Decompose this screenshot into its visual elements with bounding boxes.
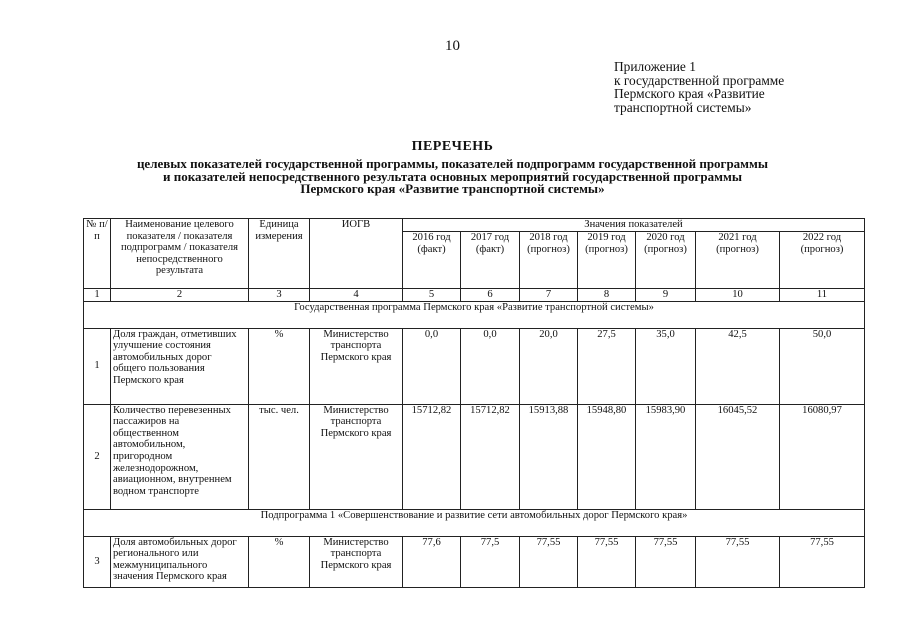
header-year-2016 xyxy=(403,231,461,288)
year-label: 2017 год xyxy=(470,231,510,243)
row-name: Доля автомобильных дорог регионального или межмуниципального значения Пермского края xyxy=(111,536,249,587)
row-value: 20,0 xyxy=(520,328,578,404)
row-value: 15913,88 xyxy=(520,404,578,509)
row-num: 2 xyxy=(84,404,111,509)
column-number: 3 xyxy=(249,288,310,301)
header-num: № п/п xyxy=(84,219,111,289)
row-iogv: Министерство транспорта Пермского края xyxy=(310,404,403,509)
row-value: 15712,82 xyxy=(403,404,461,509)
header-year-2022 xyxy=(780,231,865,288)
row-value: 50,0 xyxy=(780,328,865,404)
row-value: 27,5 xyxy=(578,328,636,404)
header-row xyxy=(84,219,865,232)
row-value: 15712,82 xyxy=(461,404,520,509)
row-num: 1 xyxy=(84,328,111,404)
section-row-program xyxy=(84,301,865,328)
row-value: 77,55 xyxy=(696,536,780,587)
year-label: 2021 год xyxy=(718,231,757,243)
row-value: 15948,80 xyxy=(578,404,636,509)
year-kind: (факт) xyxy=(417,243,446,255)
column-number: 5 xyxy=(403,288,461,301)
appendix-note xyxy=(614,60,874,114)
year-kind: (прогноз) xyxy=(716,243,759,255)
header-year-2017 xyxy=(461,231,520,288)
column-number: 2 xyxy=(111,288,249,301)
header-name: Наименование целевого показателя / показателя подпрограмм / показателя непосредственного результата xyxy=(111,219,249,289)
header-values-group: Значения показателей xyxy=(403,219,865,232)
header-year-2020 xyxy=(636,231,696,288)
row-value: 0,0 xyxy=(461,328,520,404)
row-value: 35,0 xyxy=(636,328,696,404)
row-value: 42,5 xyxy=(696,328,780,404)
row-name: Доля граждан, отметивших улучшение состояния автомобильных дорог общего пользования Пермского края xyxy=(111,328,249,404)
header-year-2018 xyxy=(520,231,578,288)
row-iogv: Министерство транспорта Пермского края xyxy=(310,536,403,587)
document-subtitle xyxy=(0,158,905,196)
year-label: 2019 год xyxy=(587,231,626,243)
document-title: ПЕРЕЧЕНЬ xyxy=(411,139,494,154)
subtitle-line: Пермского края «Развитие транспортной системы» xyxy=(300,181,605,196)
row-unit: % xyxy=(249,536,310,587)
row-value: 77,6 xyxy=(403,536,461,587)
table-row xyxy=(84,328,865,404)
column-number: 7 xyxy=(520,288,578,301)
row-value: 0,0 xyxy=(403,328,461,404)
column-number: 11 xyxy=(780,288,865,301)
appendix-line: к государственной программе xyxy=(614,72,785,88)
subtitle-line: целевых показателей государственной программы, показателей подпрограмм государственной программы xyxy=(136,156,769,171)
indicators-table xyxy=(83,218,865,588)
row-unit: тыс. чел. xyxy=(249,404,310,509)
table-row xyxy=(84,404,865,509)
header-iogv: ИОГВ xyxy=(310,219,403,289)
row-value: 15983,90 xyxy=(636,404,696,509)
row-value: 77,55 xyxy=(520,536,578,587)
row-unit: % xyxy=(249,328,310,404)
header-year-2021 xyxy=(696,231,780,288)
section-subprogram-label: Подпрограмма 1 «Совершенствование и развитие сети автомобильных дорог Пермского края» xyxy=(84,509,865,536)
row-value: 16080,97 xyxy=(780,404,865,509)
header-unit: Единица измерения xyxy=(249,219,310,289)
header-year-2019 xyxy=(578,231,636,288)
row-value: 77,5 xyxy=(461,536,520,587)
year-label: 2018 год xyxy=(529,231,568,243)
section-program-label: Государственная программа Пермского края «Развитие транспортной системы» xyxy=(84,301,865,328)
column-number: 1 xyxy=(84,288,111,301)
row-name: Количество перевезенных пассажиров на общественном автомобильном, пригородном железнодорожном, авиационном, внутреннем водном транспорте xyxy=(111,404,249,509)
column-number: 9 xyxy=(636,288,696,301)
row-value: 77,55 xyxy=(578,536,636,587)
row-value: 77,55 xyxy=(636,536,696,587)
year-kind: (прогноз) xyxy=(644,243,687,255)
column-number: 10 xyxy=(696,288,780,301)
year-label: 2020 год xyxy=(646,231,685,243)
column-numbers-row xyxy=(84,288,865,301)
appendix-line: Приложение 1 xyxy=(614,59,696,74)
year-kind: (прогноз) xyxy=(585,243,628,255)
row-iogv: Министерство транспорта Пермского края xyxy=(310,328,403,404)
row-value: 16045,52 xyxy=(696,404,780,509)
appendix-line: Пермского края «Развитие xyxy=(614,86,765,101)
page-number: 10 xyxy=(445,38,460,54)
year-kind: (прогноз) xyxy=(527,243,570,255)
year-kind: (прогноз) xyxy=(800,243,844,255)
column-number: 4 xyxy=(310,288,403,301)
column-number: 8 xyxy=(578,288,636,301)
row-num: 3 xyxy=(84,536,111,587)
year-kind: (факт) xyxy=(475,243,505,255)
row-value: 77,55 xyxy=(780,536,865,587)
subtitle-line: и показателей непосредственного результата основных мероприятий государственной программы xyxy=(163,168,742,184)
table-row xyxy=(84,536,865,587)
year-label: 2022 год xyxy=(802,231,842,243)
column-number: 6 xyxy=(461,288,520,301)
year-label: 2016 год xyxy=(412,231,451,243)
section-row-subprogram xyxy=(84,509,865,536)
appendix-line: транспортной системы» xyxy=(614,99,752,115)
